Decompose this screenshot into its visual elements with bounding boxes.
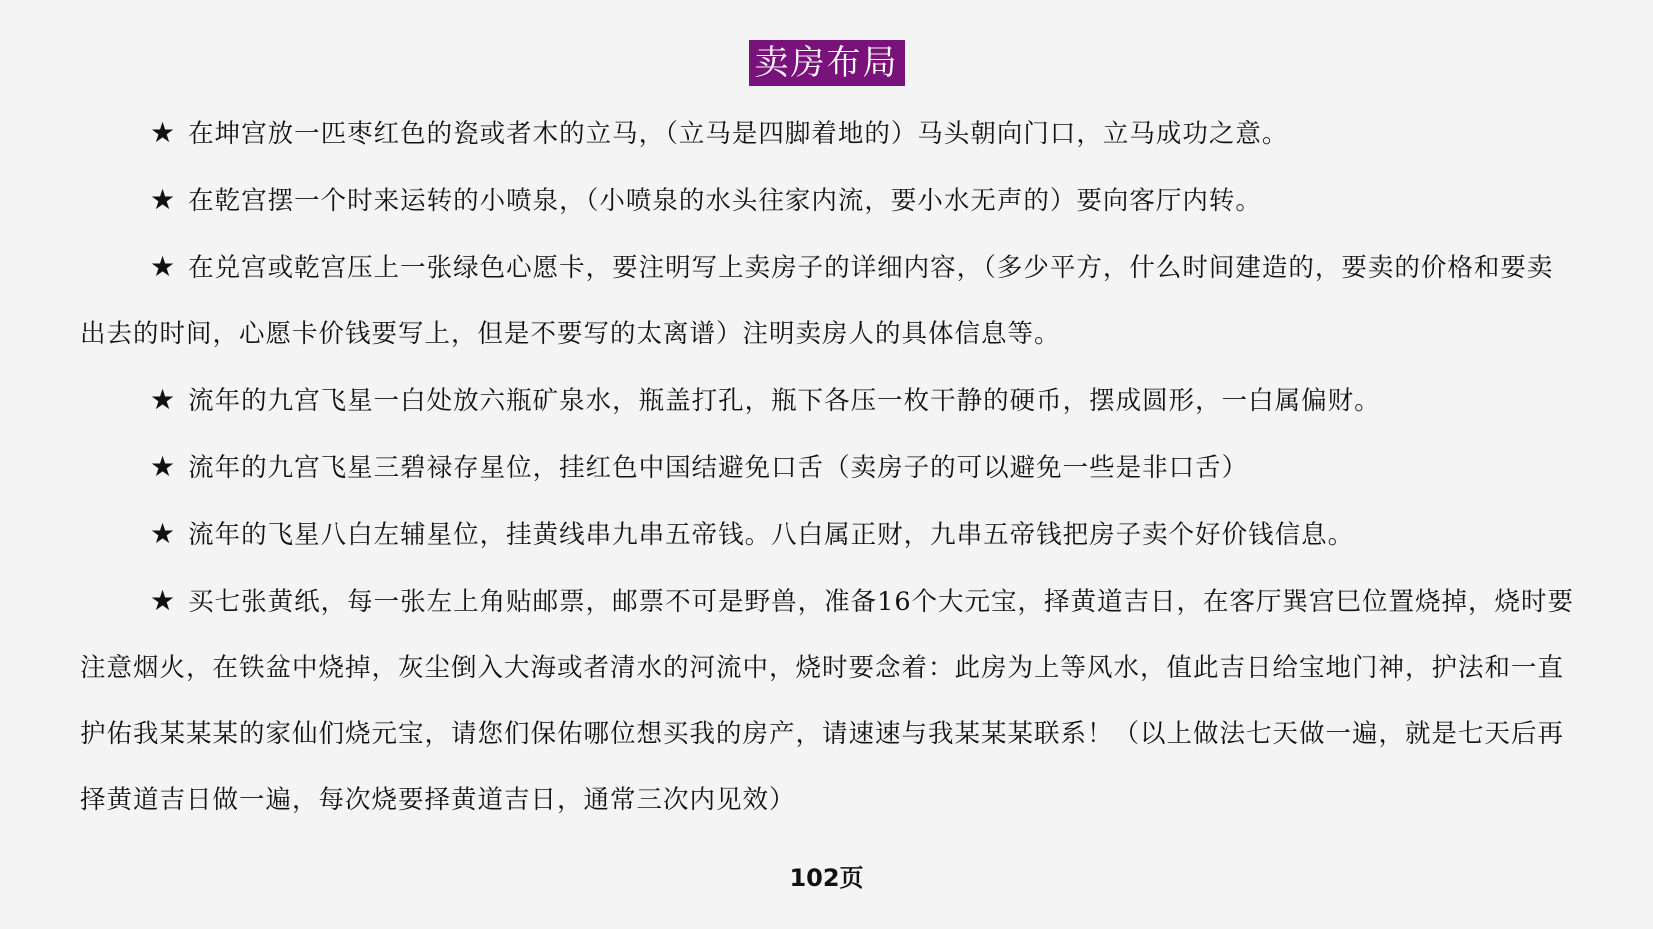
star-icon: ★ [150,183,177,216]
paragraph-text: 流年的九宫飞星三碧禄存星位，挂红色中国结避免口舌（卖房子的可以避免一些是非口舌） [188,453,1249,483]
page-number: 102页 [789,864,864,892]
paragraph-text: 在兑宫或乾宫压上一张绿色心愿卡，要注明写上卖房子的详细内容，（多少平方，什么时间建造的，要卖的价格和要卖出去的时间，心愿卡价钱要写上，但是不要写的太离谱）注明卖房人的具体信息等。 [80,253,1554,349]
paragraph-text: 买七张黄纸，每一张左上角贴邮票，邮票不可是野兽，准备16个大元宝，择黄道吉日，在客厅巽宫巳位置烧掉，烧时要注意烟火，在铁盆中烧掉，灰尘倒入大海或者清水的河流中，烧时要念着：此房为上等风水，值此吉日给宝地门神，护法和一直护佑我某某某的家仙们烧元宝，请您们保佑哪位想买我的房产，请速速与我某某某联系！（以上做法七天做一遍，就是七天后再择黄道吉日做一遍，每次烧要择黄道吉日，通常三次内见效） [80,587,1575,815]
paragraph-text: 流年的九宫飞星一白处放六瓶矿泉水，瓶盖打孔，瓶下各压一枚干静的硬币，摆成圆形，一白属偏财。 [188,386,1381,416]
bullet-paragraph [80,234,1575,367]
bullet-paragraph [80,568,1575,833]
document-body [80,100,1575,833]
title-container [0,40,1653,86]
paragraph-text: 流年的飞星八白左辅星位，挂黄线串九串五帝钱。八白属正财，九串五帝钱把房子卖个好价钱信息。 [188,520,1355,550]
bullet-paragraph [80,501,1575,568]
paragraph-text: 在乾宫摆一个时来运转的小喷泉，（小喷泉的水头往家内流，要小水无声的）要向客厅内转。 [188,186,1262,216]
bullet-paragraph [80,434,1575,501]
bullet-paragraph [80,167,1575,234]
star-icon: ★ [150,383,177,416]
star-icon: ★ [150,517,177,550]
paragraph-text: 在坤宫放一匹枣红色的瓷或者木的立马，（立马是四脚着地的）马头朝向门口，立马成功之意。 [188,119,1289,149]
star-icon: ★ [150,450,177,483]
bullet-paragraph [80,100,1575,167]
star-icon: ★ [150,584,177,617]
bullet-paragraph [80,367,1575,434]
star-icon: ★ [150,250,177,283]
page-title: 卖房布局 [749,40,905,86]
star-icon: ★ [150,116,177,149]
